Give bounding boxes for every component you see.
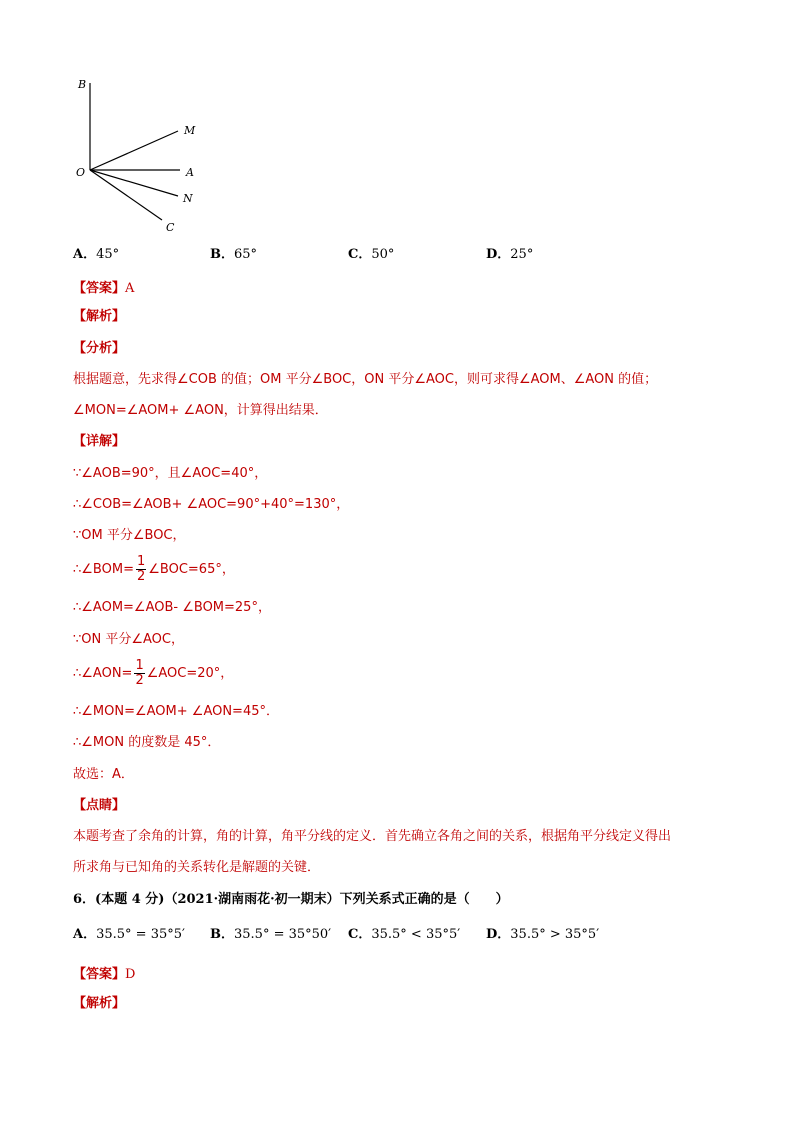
q5-dianjing-line2: 所求角与已知角的关系转化是解题的关键．	[73, 860, 321, 875]
q5-step-10: 故选：A．	[73, 767, 134, 782]
ray-om	[90, 131, 178, 170]
fraction-half: $\frac{1}{2}$	[136, 554, 146, 584]
q6-option-b: B．35.5° = 35°50′	[210, 927, 332, 942]
q6-option-c: C．35.5° < 35°5′	[348, 927, 461, 942]
q5-step-3: ∵OM 平分∠BOC，	[73, 528, 186, 543]
q5-step-7: ∴∠AON= $\frac{1}{2}$ ∠AOC=20°，	[73, 658, 234, 688]
q5-option-d: D．25°	[486, 247, 534, 262]
q5-step-4: ∴∠BOM= $\frac{1}{2}$ ∠BOC=65°，	[73, 554, 235, 584]
angle-figure	[70, 70, 220, 240]
q5-step-6: ∵ON 平分∠AOC，	[73, 632, 184, 647]
q5-dianjing-line1: 本题考查了余角的计算，角的计算，角平分线的定义．首先确立各角之间的关系，根据角平分线定义得出	[73, 829, 672, 844]
q6-option-a: A．35.5° = 35°5′	[73, 927, 185, 942]
q5-option-b: B．65°	[210, 247, 258, 262]
label-n: N	[183, 192, 193, 205]
label-b: B	[78, 78, 87, 91]
q6-analysis-tag: 【解析】	[73, 996, 126, 1011]
label-o: O	[76, 166, 86, 179]
q6-option-d: D．35.5° > 35°5′	[486, 927, 600, 942]
q5-step-8: ∴∠MON=∠AOM+ ∠AON=45°．	[73, 704, 279, 719]
q5-fenxi-line2: ∠MON=∠AOM+ ∠AON，计算得出结果．	[73, 403, 328, 418]
q5-option-c: C．50°	[348, 247, 395, 262]
q5-xiangjie-tag: 【详解】	[73, 434, 126, 449]
q5-fenxi-tag: 【分析】	[73, 341, 126, 356]
q5-step-5: ∴∠AOM=∠AOB- ∠BOM=25°，	[73, 600, 271, 615]
q5-step-9: ∴∠MON 的度数是 45°．	[73, 735, 221, 750]
q5-step-2: ∴∠COB=∠AOB+ ∠AOC=90°+40°=130°，	[73, 497, 350, 512]
q5-analysis-tag: 【解析】	[73, 309, 126, 324]
q6-answer: 【答案】D	[73, 967, 136, 982]
q6-stem: 6．(本题 4 分)（2021·湖南雨花·初一期末）下列关系式正确的是（ ）	[73, 892, 509, 907]
q5-step-1: ∵∠AOB=90°，且∠AOC=40°，	[73, 466, 268, 481]
q5-dianjing-tag: 【点睛】	[73, 798, 126, 813]
q5-fenxi-line1: 根据题意，先求得∠COB 的值；OM 平分∠BOC，ON 平分∠AOC，则可求得∠AOM、∠AON 的值；	[73, 372, 658, 387]
q5-answer: 【答案】A	[73, 281, 135, 296]
ray-oc	[90, 170, 162, 220]
label-m: M	[184, 124, 196, 137]
label-c: C	[166, 221, 175, 234]
q5-option-a: A．45°	[73, 247, 120, 262]
label-a: A	[186, 166, 194, 179]
fraction-half: $\frac{1}{2}$	[135, 658, 144, 688]
ray-on	[90, 170, 178, 196]
